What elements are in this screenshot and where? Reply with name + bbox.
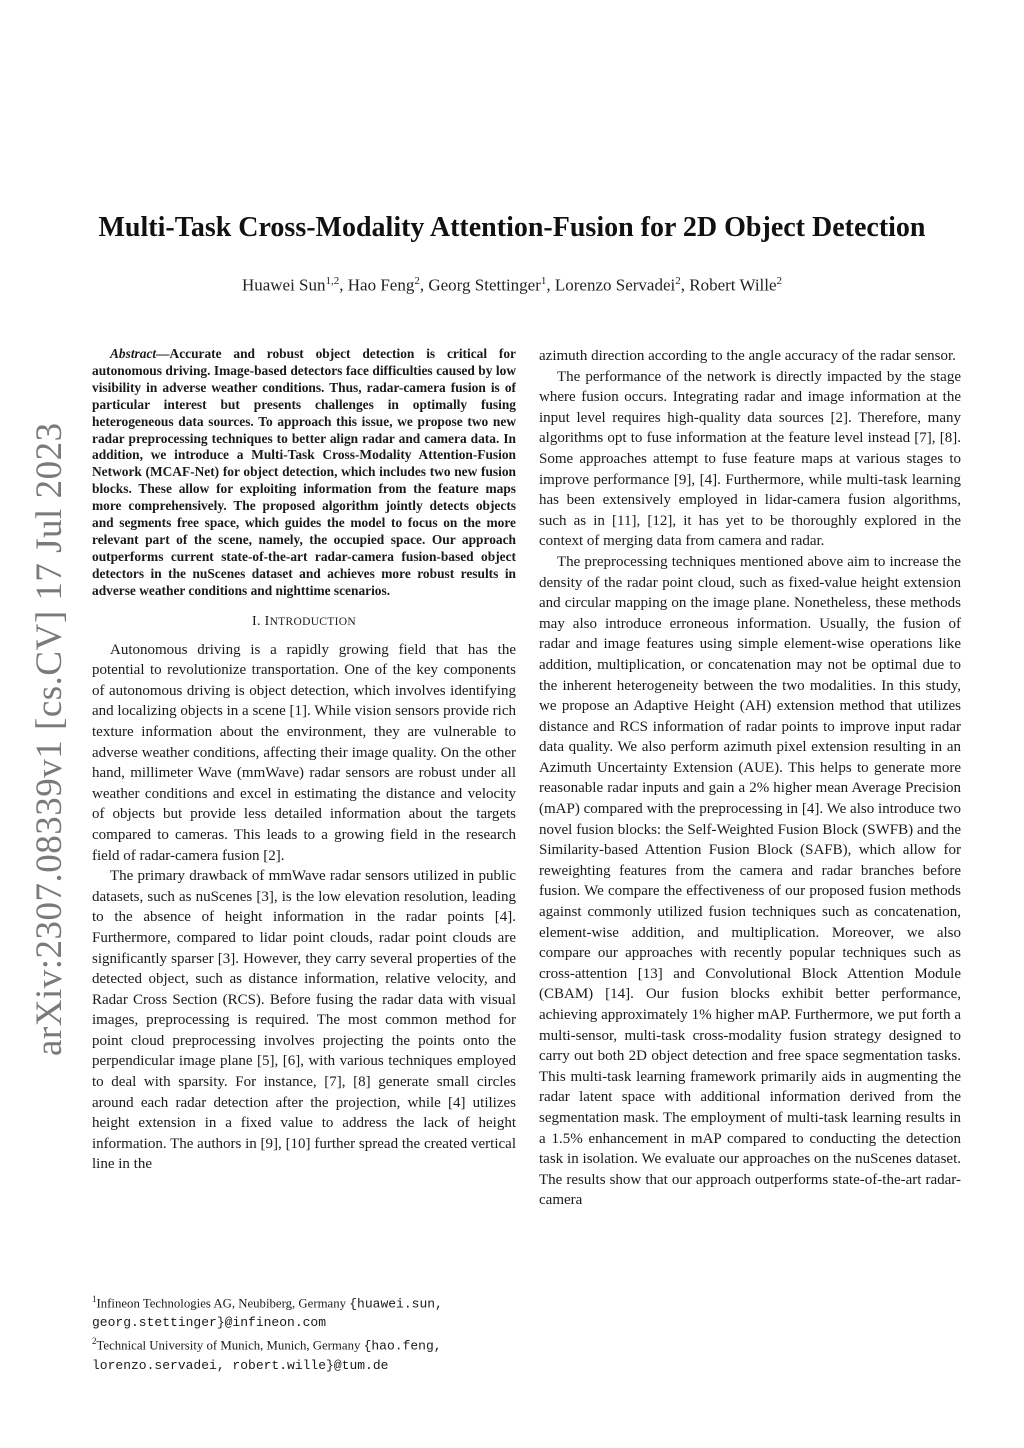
section-title-initial: I — [264, 613, 270, 629]
abstract-text: Accurate and robust object detection is critical for autonomous driving. Image-based detectors face difficulties caused by low visibility in adverse weather conditions. Thus, radar-camera fusion is of particular interest but presents challenges in optimally fusing heterogeneous data sources. To approach this issue, we propose two new radar preprocessing techniques to better align radar and camera data. In addition, we introduce a Multi-Task Cross-Modality Attention-Fusion Network (MCAF-Net) for object detection, which includes two new fusion blocks. These allow for exploiting information from the feature maps more comprehensively. The proposed algorithm jointly detects objects and segments free space, which guides the model to focus on the more relevant part of the scene, namely, the occupied space. Our approach outperforms current state-of-the-art radar-camera fusion-based object detectors in the nuScenes dataset and achieves more robust results in adverse weather conditions and nighttime scenarios. — [92, 346, 516, 598]
abstract-label: Abstract— — [110, 346, 170, 361]
section-heading-introduction — [92, 614, 516, 630]
footnote-text: Infineon Technologies AG, Neubiberg, Germany — [96, 1296, 350, 1311]
footnote-email: {hao.feng, lorenzo.servadei, robert.wille}@tum.de — [92, 1338, 442, 1373]
author-name: Hao Feng — [347, 275, 415, 295]
body-paragraph: The primary drawback of mmWave radar sensors utilized in public datasets, such as nuScenes [3], is the low elevation resolution, leading to the absence of height information in the radar points [4]. Furthermore, compared to lidar point clouds, radar point clouds are significantly sparser [3]. However, they carry several properties of the detected object, such as distance information, relative velocity, and Radar Cross Section (RCS). Before fusing the radar data with visual images, preprocessing is required. The most common method for point cloud preprocessing involves projecting the points onto the perpendicular image plane [5], [6], with various techniques employed to deal with sparsity. For instance, [7], [8] generate small circles around each radar detection after the projection, while [4] utilizes height extension in a fixed value to address the lack of height information. The authors in [9], [10] further spread the created vertical line in the — [92, 868, 516, 1173]
paper-title: Multi-Task Cross-Modality Attention-Fusion for 2D Object Detection — [98, 212, 926, 243]
author-affiliation-mark: 2 — [675, 275, 681, 287]
section-title-rest: NTRODUCTION — [269, 615, 356, 628]
right-column — [539, 346, 961, 1211]
author-list: Huawei Sun$^{1,2}$, Hao Feng$^2$, Georg Stettinger$^1$, Lorenzo Servadei$^2$, Robert Wille$^2$ — [241, 275, 783, 295]
section-number: I. — [252, 613, 265, 629]
author-name: Lorenzo Servadei — [554, 275, 676, 295]
author-name: Georg Stettinger — [428, 275, 541, 295]
body-paragraph: Autonomous driving is a rapidly growing field that has the potential to revolutionize transportation. One of the key components of autonomous driving is object detection, which involves identifying and localizing objects in a scene [1]. While vision sensors provide rich texture information about the environment, they are vulnerable to adverse weather conditions, affecting their image quality. On the other hand, millimeter Wave (mmWave) radar sensors are robust under all weather conditions and excel in estimating the distance and velocity of objects but provide less detailed information about the targets compared to cameras. This leads to a growing field in the research field of radar-camera fusion [2]. — [92, 641, 516, 864]
body-paragraph: The performance of the network is directly impacted by the stage where fusion occurs. Integrating radar and image information at the input level requires high-quality data sources [2]. Therefore, many algorithms opt to fuse information at the feature level instead [7], [8]. Some approaches attempt to fuse feature maps at various stages to improve performance [9], [4]. Furthermore, while multi-task learning has been extensively employed in lidar-camera fusion algorithms, such as in [11], [12], it has yet to be thoroughly explored in the context of merging data from camera and radar. — [539, 368, 961, 550]
footnote — [92, 1332, 516, 1374]
body-paragraph: The preprocessing techniques mentioned above aim to increase the density of the radar point cloud, such as fixed-value height extension and circular mapping on the image plane. Nonetheless, these methods may also introduce erroneous information. Usually, the fusion of radar and image features using simple element-wise operations like addition, multiplication, or concatenation may not be optimal due to the inherent heterogeneity between the two modalities. In this study, we propose an Adaptive Height (AH) extension method that utilizes distance and RCS information of radar points to improve input radar data quality. We also perform azimuth pixel extension resulting in an Azimuth Uncertainty Extension (AUE). This helps to generate more reasonable radar inputs and gain a 2% higher mean Average Precision (mAP) compared with the preprocessing in [4]. We also introduce two novel fusion blocks: the Self-Weighted Fusion Block (SWFB) and the Similarity-based Attention Fusion Block (SAFB), which allow for reweighting features from the camera and radar branches before fusion. We compare the effectiveness of our proposed fusion methods against commonly utilized fusion techniques such as concatenation, element-wise addition, and multiplication. Moreover, we also compare our approaches with recently popular techniques such as cross-attention [13] and Convolutional Block Attention Module (CBAM) [14]. Our fusion blocks exhibit better performance, achieving approximately 1% higher mAP. Furthermore, we put forth a multi-sensor, multi-task cross-modality fusion strategy designed to carry out both 2D object detection and free space segmentation tasks. This multi-task learning framework primarily aids in augmenting the radar latent space with additional information derived from the segmentation mask. The employment of multi-task learning results in a 1.5% enhancement in mAP compared to conducting the detection task in isolation. We evaluate our approaches on the nuScenes dataset. The results show that our approach outperforms state-of-the-art radar-camera — [539, 553, 961, 1209]
author-affiliation-mark: 1,2 — [325, 275, 340, 287]
left-column — [92, 346, 516, 1175]
author-name: Robert Wille — [689, 275, 777, 295]
footnote — [92, 1290, 516, 1332]
body-paragraph-continued: azimuth direction according to the angle accuracy of the radar sensor. — [539, 348, 956, 364]
author-affiliation-mark: 1 — [540, 275, 547, 287]
footnote-text: Technical University of Munich, Munich, Germany — [96, 1338, 364, 1353]
author-name: Huawei Sun — [241, 275, 326, 295]
author-affiliation-mark: 2 — [414, 275, 420, 287]
footnote-mark: 2 — [92, 1336, 97, 1347]
footnote-email: {huawei.sun, georg.stettinger}@infineon.com — [92, 1296, 443, 1331]
arxiv-identifier-stamp: arXiv:2307.08339v1 [cs.CV] 17 Jul 2023 — [29, 422, 70, 1056]
affiliation-footnotes — [92, 1290, 516, 1375]
footnote-mark: 1 — [92, 1294, 97, 1304]
abstract — [92, 346, 516, 600]
author-affiliation-mark: 2 — [776, 275, 783, 287]
